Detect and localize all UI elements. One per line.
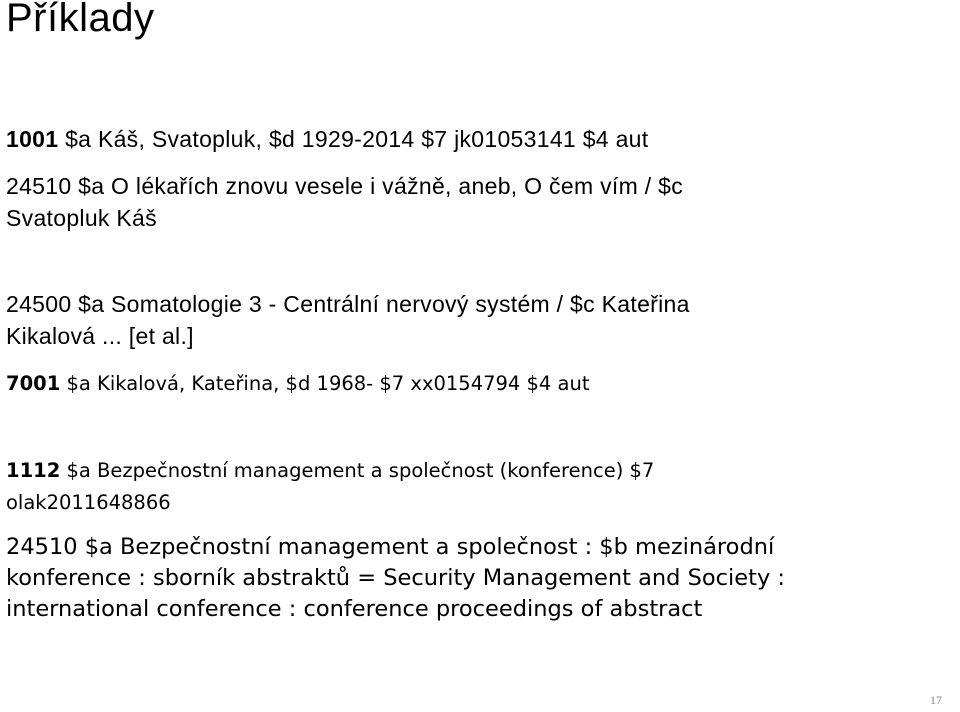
marc-field-24500: [6, 288, 690, 352]
field-text-continued: international conference : conference proceedings of abstract: [6, 596, 703, 622]
field-text-continued: konference : sborník abstraktů = Security Management and Society :: [6, 565, 785, 591]
field-text-continued: Svatopluk Káš: [6, 205, 157, 231]
marc-field-24510: [6, 170, 683, 234]
marc-field-1112: [6, 455, 654, 519]
page-title: Příklady: [6, 0, 155, 40]
field-text: $a Káš, Svatopluk, $d 1929-2014 $7 jk01053141 $4 aut: [58, 126, 649, 152]
field-text: $a Kikalová, Kateřina, $d 1968- $7 xx0154794 $4 aut: [60, 372, 590, 395]
field-text-continued: Kikalová ... [et al.]: [6, 323, 194, 349]
marc-field-24510-conference: [6, 532, 785, 625]
page-number: 17: [930, 693, 942, 707]
marc-field-7001: [6, 368, 590, 400]
field-text: $a Somatologie 3 - Centrální nervový systém / $c Kateřina: [71, 291, 690, 317]
marc-field-1001: [6, 123, 648, 155]
field-tag: 24510: [6, 173, 72, 199]
field-text: $a Bezpečnostní management a společnost (konference) $7: [60, 459, 655, 482]
field-tag: 7001: [6, 372, 61, 395]
field-text: $a O lékařích znovu vesele i vážně, aneb, O čem vím / $c: [71, 173, 684, 199]
field-tag: 1001: [6, 126, 59, 152]
field-tag: 24510: [6, 534, 78, 560]
field-text: $a Bezpečnostní management a společnost : $b mezinárodní: [77, 534, 775, 560]
field-text-continued: olak2011648866: [6, 491, 171, 514]
field-tag: 24500: [6, 291, 72, 317]
field-tag: 1112: [6, 459, 61, 482]
